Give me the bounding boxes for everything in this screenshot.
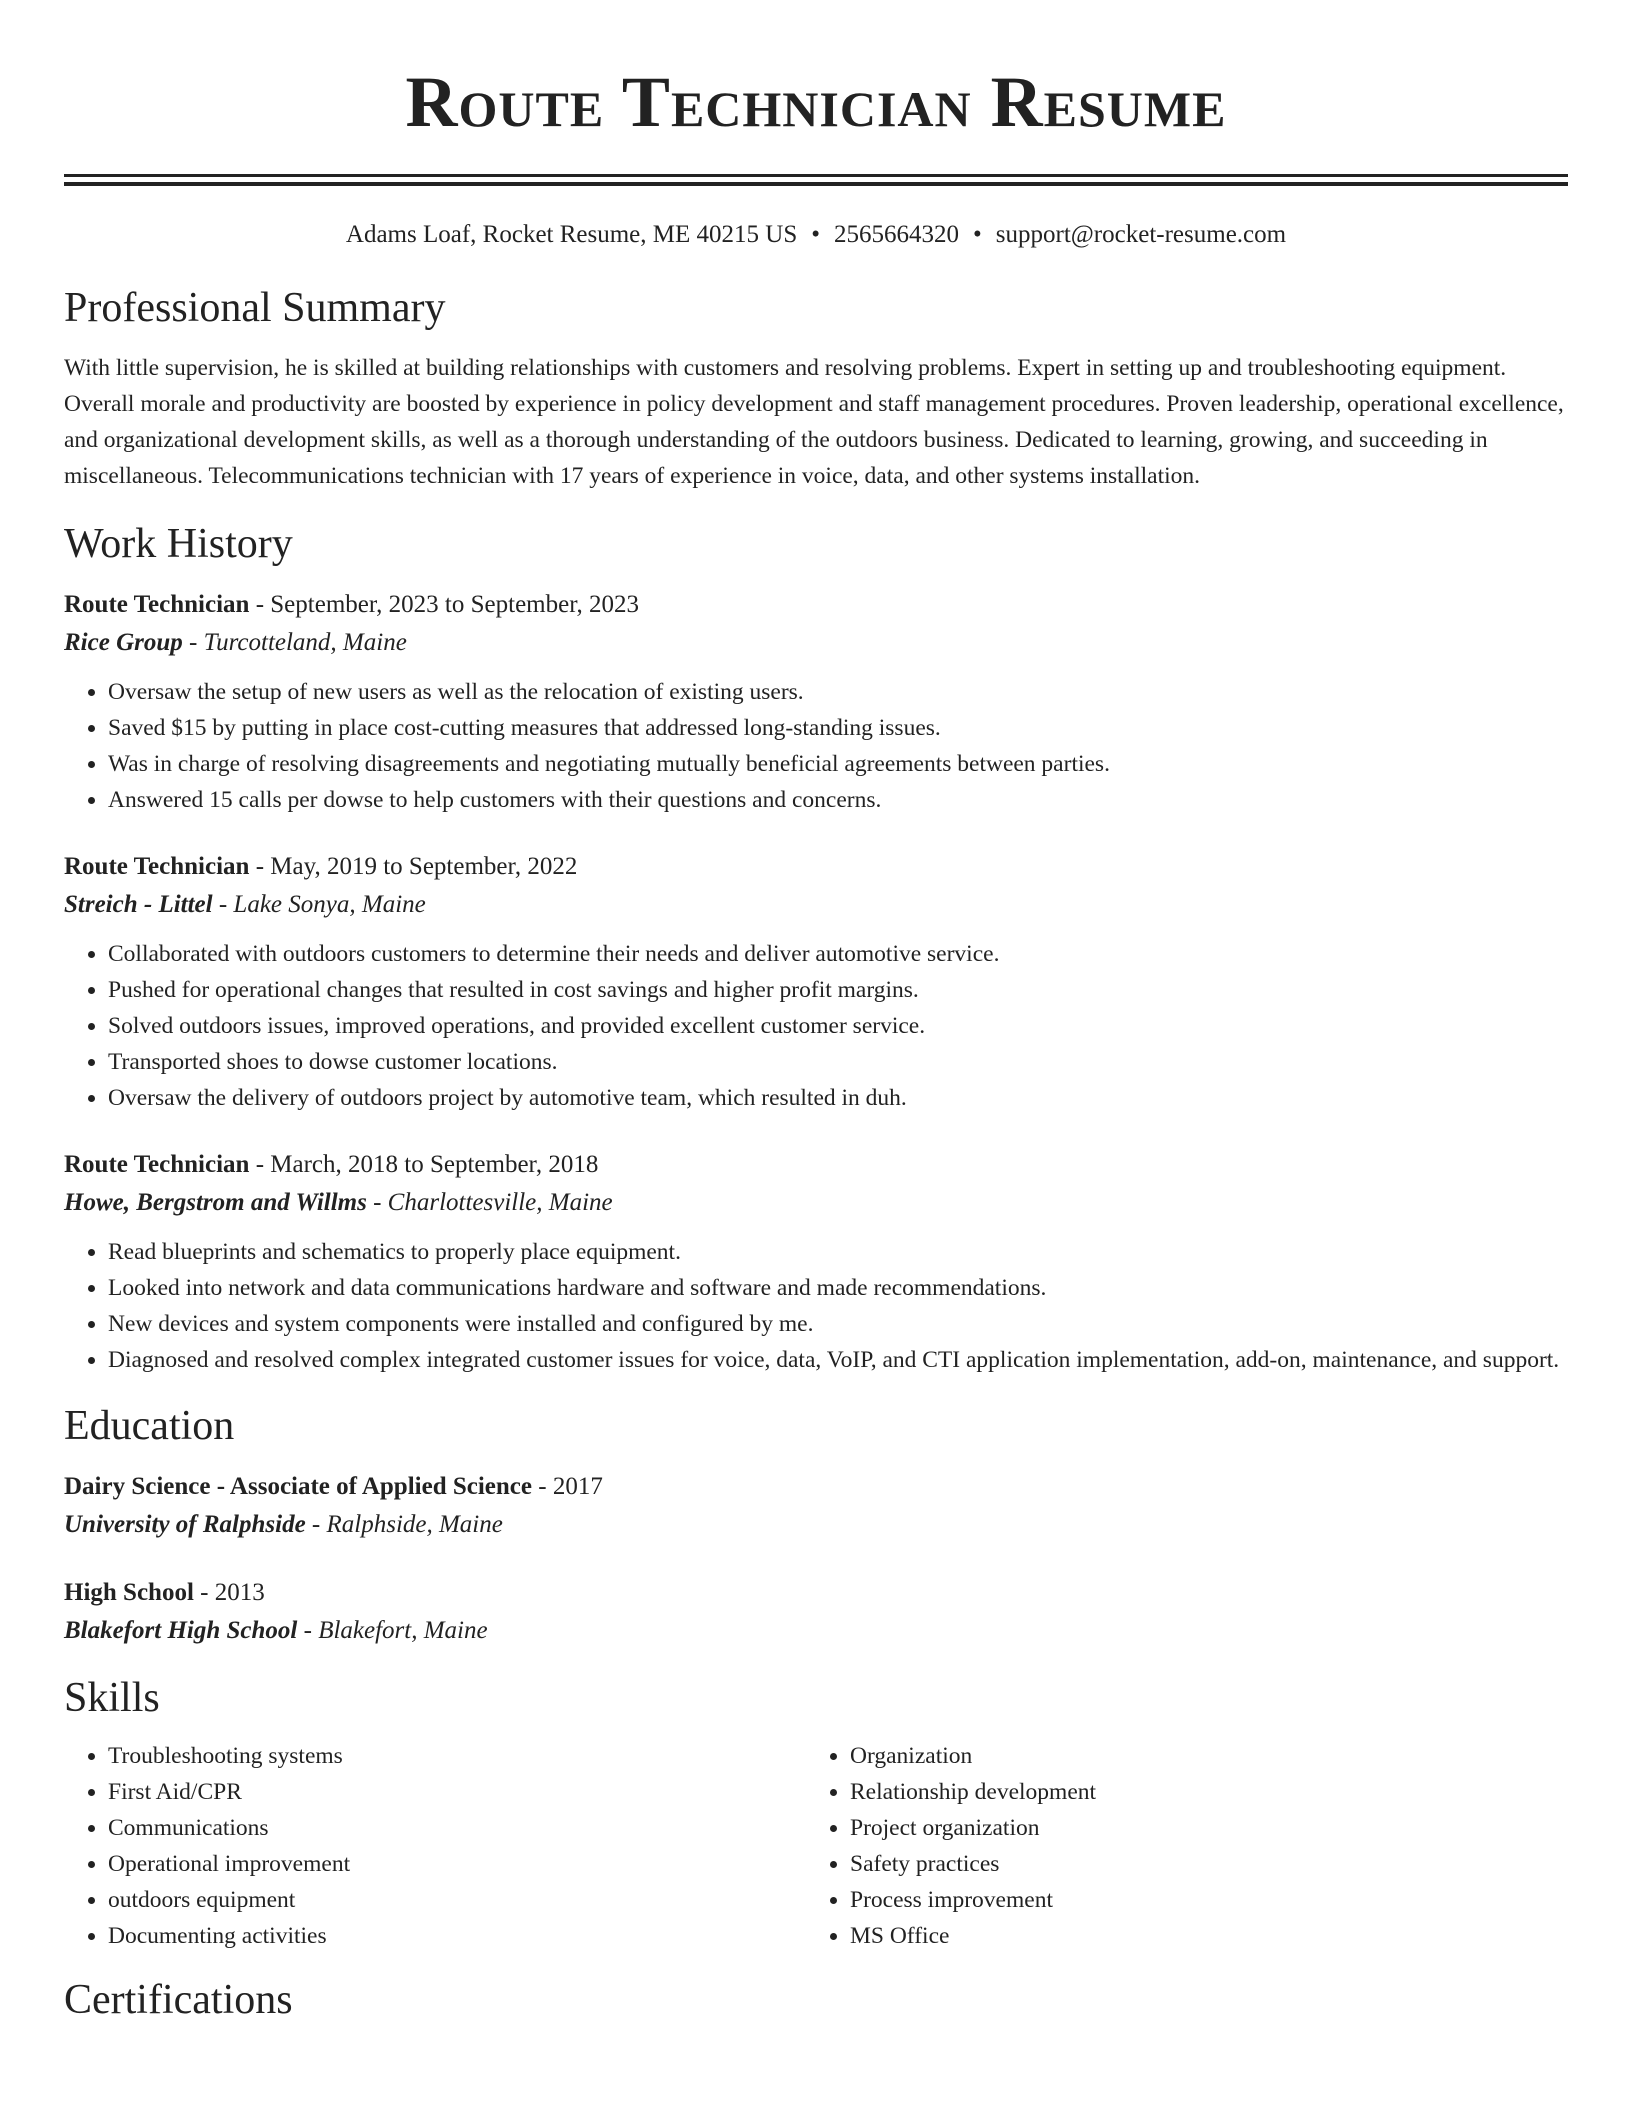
degree: Dairy Science - Associate of Applied Science — [64, 1473, 532, 1500]
summary-heading: Professional Summary — [64, 285, 446, 331]
skill-item: • Communications — [108, 1810, 806, 1846]
job-entry — [64, 586, 1568, 818]
job-entry — [64, 848, 1568, 1116]
job-company: Rice Group — [64, 629, 183, 656]
job-company-line — [64, 624, 1568, 662]
job-bullet: • Oversaw the setup of new users as well as the relocation of existing users. — [108, 674, 1568, 710]
job-bullet: • Saved $15 by putting in place cost-cutting measures that addressed long-standing issues. — [108, 710, 1568, 746]
work-history-heading: Work History — [64, 521, 293, 567]
contact-address: Adams Loaf, Rocket Resume, ME 40215 US — [345, 221, 798, 248]
school-location: - Blakefort, Maine — [297, 1617, 488, 1644]
job-bullet: • Solved outdoors issues, improved operations, and provided excellent customer service. — [108, 1008, 1568, 1044]
skill-item: • Safety practices — [850, 1846, 1548, 1882]
school-location: - Ralphside, Maine — [305, 1511, 503, 1538]
school-line — [64, 1506, 1568, 1544]
skill-item: • Process improvement — [850, 1882, 1548, 1918]
job-bullet: • Looked into network and data communications hardware and software and made recommendations. — [108, 1270, 1568, 1306]
job-title-line — [64, 586, 1568, 624]
job-title: Route Technician — [64, 591, 250, 618]
job-bullet: • Read blueprints and schematics to properly place equipment. — [108, 1234, 1568, 1270]
job-title-line — [64, 1146, 1568, 1184]
job-title: Route Technician — [64, 853, 250, 880]
skill-item: • MS Office — [850, 1918, 1548, 1954]
title-divider-bottom — [64, 182, 1568, 186]
degree-line — [64, 1468, 1568, 1506]
skill-item: • Organization — [850, 1738, 1548, 1774]
skill-item: • Documenting activities — [108, 1918, 806, 1954]
skill-item: • outdoors equipment — [108, 1882, 806, 1918]
job-location: - Lake Sonya, Maine — [212, 891, 426, 918]
skill-item: • Relationship development — [850, 1774, 1548, 1810]
job-bullet: • Oversaw the delivery of outdoors project by automotive team, which resulted in duh. — [108, 1080, 1568, 1116]
degree-year: - 2017 — [532, 1473, 603, 1500]
job-company-line — [64, 886, 1568, 924]
degree-year: - 2013 — [193, 1579, 265, 1606]
school-line — [64, 1612, 1568, 1650]
education-entry — [64, 1574, 1568, 1650]
degree: High School — [64, 1579, 194, 1606]
job-location: - Turcotteland, Maine — [182, 629, 407, 656]
education-heading: Education — [64, 1403, 235, 1449]
job-bullets — [64, 936, 1568, 1116]
job-bullet: • Diagnosed and resolved complex integrated customer issues for voice, data, VoIP, and CTI application implementation, add-on, maintenance, and support. — [108, 1342, 1568, 1378]
job-company-line — [64, 1184, 1568, 1222]
job-entry — [64, 1146, 1568, 1378]
contact-email: support@rocket-resume.com — [995, 221, 1287, 248]
job-title-line — [64, 848, 1568, 886]
school-name: Blakefort High School — [64, 1617, 298, 1644]
job-dates: - May, 2019 to September, 2022 — [249, 853, 578, 880]
skill-item: • Operational improvement — [108, 1846, 806, 1882]
skills-column-left — [64, 1738, 806, 1954]
job-bullet: • Pushed for operational changes that resulted in cost savings and higher profit margins. — [108, 972, 1568, 1008]
job-bullet: • Answered 15 calls per dowse to help customers with their questions and concerns. — [108, 782, 1568, 818]
skills-list-right — [806, 1738, 1548, 1954]
contact-line — [64, 218, 1568, 252]
job-bullet: • New devices and system components were installed and configured by me. — [108, 1306, 1568, 1342]
job-title: Route Technician — [64, 1151, 250, 1178]
contact-phone: 2565664320 — [834, 221, 960, 248]
skill-item: • Project organization — [850, 1810, 1548, 1846]
job-company: Howe, Bergstrom and Willms — [64, 1189, 367, 1216]
job-bullet: • Was in charge of resolving disagreements and negotiating mutually beneficial agreements between parties. — [108, 746, 1568, 782]
certifications-heading: Certifications — [64, 1977, 293, 2023]
resume-title: Route Technician Resume — [405, 62, 1227, 142]
school-name: University of Ralphside — [64, 1511, 306, 1538]
skills-heading: Skills — [64, 1675, 160, 1721]
skills-column-right — [806, 1738, 1548, 1954]
job-location: - Charlottesville, Maine — [366, 1189, 613, 1216]
job-bullets — [64, 674, 1568, 818]
skills-columns — [64, 1738, 1568, 1954]
job-dates: - March, 2018 to September, 2018 — [249, 1151, 599, 1178]
job-bullet: • Transported shoes to dowse customer locations. — [108, 1044, 1568, 1080]
education-entry — [64, 1468, 1568, 1544]
degree-line — [64, 1574, 1568, 1612]
job-company: Streich - Littel — [64, 891, 213, 918]
contact-separator: • — [811, 221, 821, 248]
job-bullet: • Collaborated with outdoors customers to determine their needs and deliver automotive service. — [108, 936, 1568, 972]
skill-item: • Troubleshooting systems — [108, 1738, 806, 1774]
title-divider-top — [64, 174, 1568, 177]
job-bullets — [64, 1234, 1568, 1378]
skills-list-left — [64, 1738, 806, 1954]
contact-separator: • — [973, 221, 982, 248]
skill-item: • First Aid/CPR — [108, 1774, 806, 1810]
job-dates: - September, 2023 to September, 2023 — [249, 591, 640, 618]
resume-page — [64, 0, 1568, 2026]
summary-text: With little supervision, he is skilled at building relationships with customers and resolving problems. Expert in setting up and troubleshooting equipment. Overall morale and productivity are boosted by experience in policy development and staff management procedures. Proven leadership, operational excellence, and organizational development skills, as well as a thorough understanding of the outdoors business. Dedicated to learning, growing, and succeeding in miscellaneous. Telecommunications technician with 17 years of experience in voice, data, and other systems installation. — [64, 355, 1564, 489]
